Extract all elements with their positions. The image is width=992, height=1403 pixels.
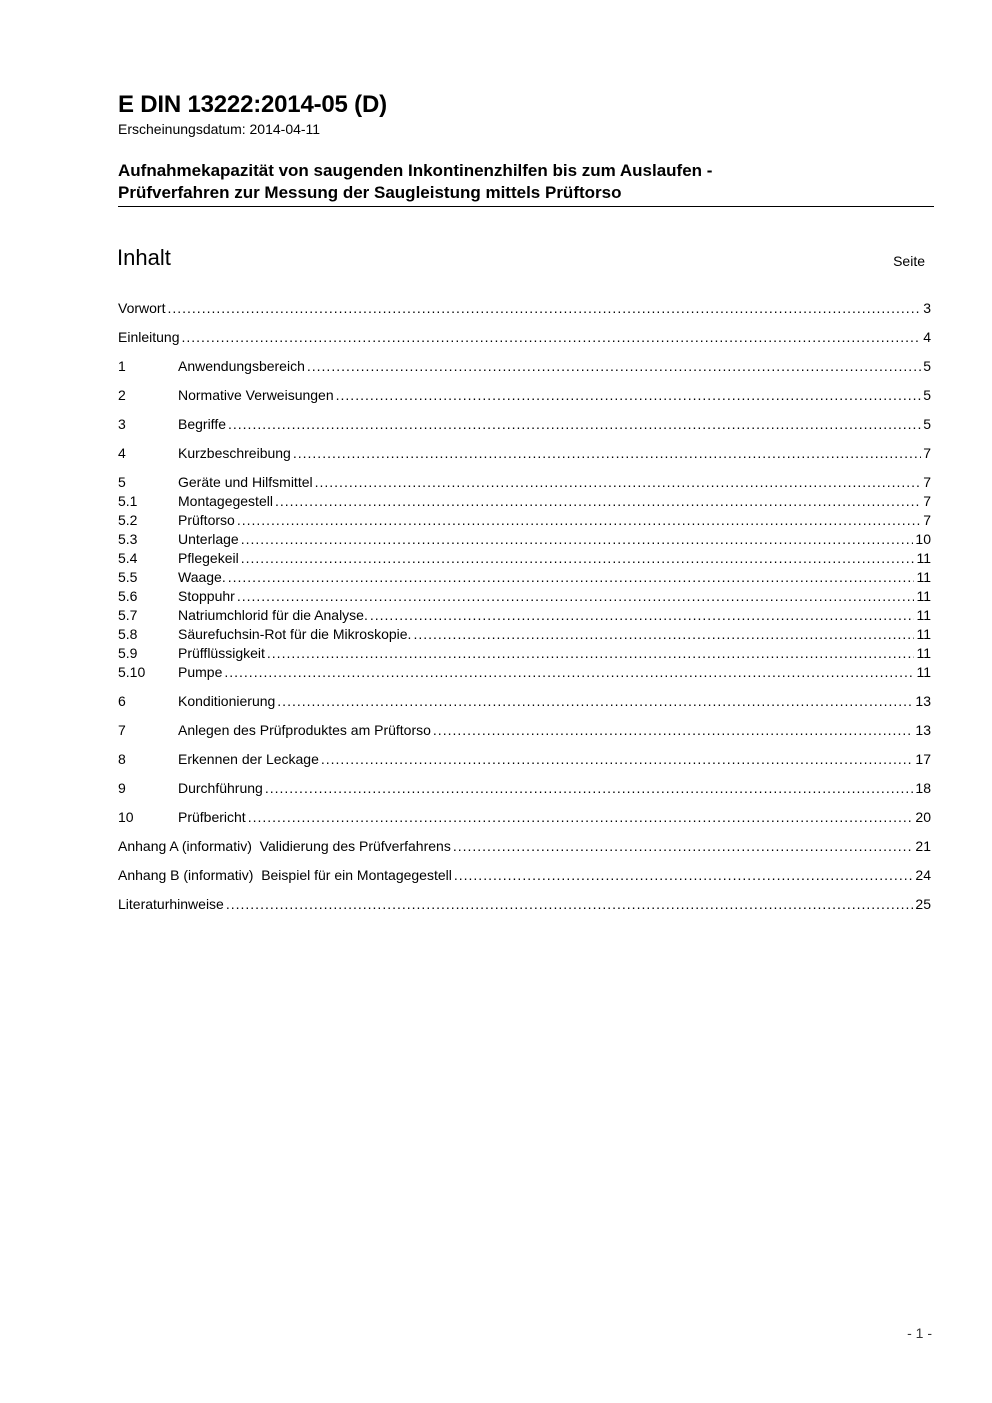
toc-entry-number: 7 bbox=[118, 722, 126, 738]
toc-entry-page: 11 bbox=[916, 664, 931, 680]
toc-entry-page: 11 bbox=[916, 550, 931, 566]
toc-entry-title: Literaturhinweise bbox=[118, 896, 224, 912]
toc-entry-page: 11 bbox=[916, 645, 931, 661]
toc-entry-page: 7 bbox=[923, 474, 931, 490]
publication-date: Erscheinungsdatum: 2014-04-11 bbox=[118, 121, 321, 137]
toc-entry-page: 7 bbox=[923, 445, 931, 461]
toc-entry[interactable] bbox=[118, 445, 931, 464]
toc-entry-title: Durchführung bbox=[178, 780, 263, 796]
page-number: - 1 - bbox=[907, 1325, 932, 1341]
table-of-contents bbox=[118, 300, 931, 915]
toc-entry-title: Unterlage bbox=[178, 531, 239, 547]
toc-entry-page: 11 bbox=[916, 607, 931, 623]
toc-entry-title: Stoppuhr bbox=[178, 588, 235, 604]
toc-entry-title: Kurzbeschreibung bbox=[178, 445, 291, 461]
toc-entry[interactable] bbox=[118, 838, 931, 857]
toc-entry-title: Pflegekeil bbox=[178, 550, 239, 566]
toc-dot-leader bbox=[293, 445, 921, 461]
toc-entry-page: 11 bbox=[916, 588, 931, 604]
toc-entry-page: 25 bbox=[915, 896, 931, 912]
toc-entry-title: Montagegestell bbox=[178, 493, 273, 509]
toc-entry-number: 5.7 bbox=[118, 607, 138, 623]
toc-entry-page: 7 bbox=[923, 512, 931, 528]
toc-entry-title: Einleitung bbox=[118, 329, 180, 345]
toc-dot-leader bbox=[228, 416, 921, 432]
toc-entry-title: Konditionierung bbox=[178, 693, 276, 709]
toc-entry-title: Pumpe bbox=[178, 664, 223, 680]
document-title-line-1: Aufnahmekapazität von saugenden Inkontinenzhilfen bis zum Auslaufen - bbox=[118, 161, 713, 180]
toc-entry-number: 3 bbox=[118, 416, 126, 432]
document-id: E DIN 13222:2014-05 (D) bbox=[118, 91, 387, 118]
toc-dot-leader bbox=[413, 626, 914, 642]
toc-entry-page: 11 bbox=[916, 569, 931, 585]
annex-type: (informativ) bbox=[183, 867, 254, 883]
toc-entry[interactable] bbox=[118, 569, 931, 588]
toc-entry-number: 5.3 bbox=[118, 531, 138, 547]
toc-entry-number: 5.5 bbox=[118, 569, 138, 585]
toc-entry[interactable] bbox=[118, 387, 931, 406]
toc-dot-leader bbox=[224, 664, 914, 680]
toc-entry-page: 4 bbox=[923, 329, 931, 345]
toc-entry[interactable] bbox=[118, 588, 931, 607]
toc-entry-page: 3 bbox=[923, 300, 931, 316]
toc-entry[interactable] bbox=[118, 751, 931, 770]
toc-dot-leader bbox=[315, 474, 922, 490]
toc-entry-page: 10 bbox=[915, 531, 931, 547]
toc-entry-number: 6 bbox=[118, 693, 126, 709]
toc-entry-number: 10 bbox=[118, 809, 134, 825]
toc-dot-leader bbox=[267, 645, 915, 661]
toc-entry-number: 5.9 bbox=[118, 645, 138, 661]
toc-entry[interactable] bbox=[118, 531, 931, 550]
toc-dot-leader bbox=[228, 569, 915, 585]
toc-entry-number: 5.1 bbox=[118, 493, 138, 509]
toc-dot-leader bbox=[237, 512, 921, 528]
toc-entry-number: 5.8 bbox=[118, 626, 138, 642]
toc-entry[interactable] bbox=[118, 329, 931, 348]
toc-heading: Inhalt bbox=[117, 245, 171, 270]
toc-entry-page: 21 bbox=[915, 838, 931, 854]
toc-entry[interactable] bbox=[118, 300, 931, 319]
document-title-line-2: Prüfverfahren zur Messung der Saugleistung mittels Prüftorso bbox=[118, 183, 622, 202]
toc-dot-leader bbox=[336, 387, 922, 403]
toc-dot-leader bbox=[433, 722, 914, 738]
toc-entry[interactable] bbox=[118, 607, 931, 626]
annex-label: Anhang A bbox=[118, 838, 182, 854]
toc-dot-leader bbox=[275, 493, 921, 509]
toc-entry-page: 24 bbox=[915, 867, 931, 883]
toc-entry-number: 5 bbox=[118, 474, 126, 490]
toc-entry-title: Geräte und Hilfsmittel bbox=[178, 474, 313, 490]
toc-dot-leader bbox=[167, 300, 921, 316]
annex-label: Anhang B bbox=[118, 867, 184, 883]
toc-entry-page: 13 bbox=[915, 722, 931, 738]
toc-entry[interactable] bbox=[118, 896, 931, 915]
toc-dot-leader bbox=[226, 896, 914, 912]
toc-entry-number: 5.10 bbox=[118, 664, 146, 680]
toc-entry-title bbox=[118, 867, 452, 883]
toc-entry-number: 2 bbox=[118, 387, 126, 403]
toc-entry-page: 5 bbox=[923, 387, 931, 403]
toc-entry-number: 1 bbox=[118, 358, 126, 374]
toc-entry-number: 5.4 bbox=[118, 550, 138, 566]
toc-entry-title bbox=[118, 838, 451, 854]
toc-entry[interactable] bbox=[118, 493, 931, 512]
toc-entry-title: Anlegen des Prüfproduktes am Prüftorso bbox=[178, 722, 431, 738]
toc-entry-title: Anwendungsbereich bbox=[178, 358, 305, 374]
annex-title: Validierung des Prüfverfahrens bbox=[259, 838, 451, 854]
toc-entry-page: 11 bbox=[916, 626, 931, 642]
toc-entry-number: 9 bbox=[118, 780, 126, 796]
toc-entry[interactable] bbox=[118, 416, 931, 435]
toc-entry-title: Prüftorso bbox=[178, 512, 235, 528]
toc-dot-leader bbox=[307, 358, 921, 374]
document-title bbox=[118, 160, 918, 204]
toc-entry-page: 5 bbox=[923, 416, 931, 432]
toc-dot-leader bbox=[265, 780, 914, 796]
toc-entry[interactable] bbox=[118, 809, 931, 828]
toc-dot-leader bbox=[453, 838, 914, 854]
toc-entry[interactable] bbox=[118, 867, 931, 886]
toc-entry-number: 8 bbox=[118, 751, 126, 767]
toc-dot-leader bbox=[241, 550, 915, 566]
toc-entry-title: Waage. bbox=[178, 569, 226, 585]
toc-entry-title: Prüfbericht bbox=[178, 809, 246, 825]
toc-entry-number: 5.2 bbox=[118, 512, 138, 528]
toc-page-column-label: Seite bbox=[893, 253, 925, 269]
toc-entry-page: 17 bbox=[915, 751, 931, 767]
toc-entry-page: 13 bbox=[915, 693, 931, 709]
toc-entry-title: Normative Verweisungen bbox=[178, 387, 334, 403]
title-divider bbox=[118, 206, 934, 207]
toc-entry[interactable] bbox=[118, 722, 931, 741]
toc-entry[interactable] bbox=[118, 512, 931, 531]
toc-dot-leader bbox=[182, 329, 922, 345]
toc-entry-page: 5 bbox=[923, 358, 931, 374]
toc-entry-page: 20 bbox=[915, 809, 931, 825]
toc-entry[interactable] bbox=[118, 550, 931, 569]
toc-dot-leader bbox=[321, 751, 914, 767]
toc-entry[interactable] bbox=[118, 664, 931, 683]
toc-entry[interactable] bbox=[118, 693, 931, 712]
toc-entry[interactable] bbox=[118, 626, 931, 645]
toc-entry-page: 18 bbox=[915, 780, 931, 796]
toc-entry-title: Prüfflüssigkeit bbox=[178, 645, 265, 661]
toc-entry-title: Vorwort bbox=[118, 300, 166, 316]
toc-entry-title: Säurefuchsin-Rot für die Mikroskopie. bbox=[178, 626, 412, 642]
toc-entry[interactable] bbox=[118, 780, 931, 799]
toc-entry-number: 5.6 bbox=[118, 588, 138, 604]
toc-entry-title: Natriumchlorid für die Analyse. bbox=[178, 607, 368, 623]
toc-dot-leader bbox=[370, 607, 915, 623]
toc-entry-title: Erkennen der Leckage bbox=[178, 751, 319, 767]
toc-dot-leader bbox=[454, 867, 914, 883]
toc-entry-title: Begriffe bbox=[178, 416, 226, 432]
toc-entry[interactable] bbox=[118, 474, 931, 493]
toc-entry[interactable] bbox=[118, 645, 931, 664]
toc-dot-leader bbox=[277, 693, 913, 709]
toc-entry-number: 4 bbox=[118, 445, 126, 461]
toc-dot-leader bbox=[241, 531, 914, 547]
annex-type: (informativ) bbox=[181, 838, 252, 854]
toc-dot-leader bbox=[248, 809, 914, 825]
toc-entry-page: 7 bbox=[923, 493, 931, 509]
annex-title: Beispiel für ein Montagegestell bbox=[261, 867, 452, 883]
toc-entry[interactable] bbox=[118, 358, 931, 377]
toc-dot-leader bbox=[237, 588, 915, 604]
